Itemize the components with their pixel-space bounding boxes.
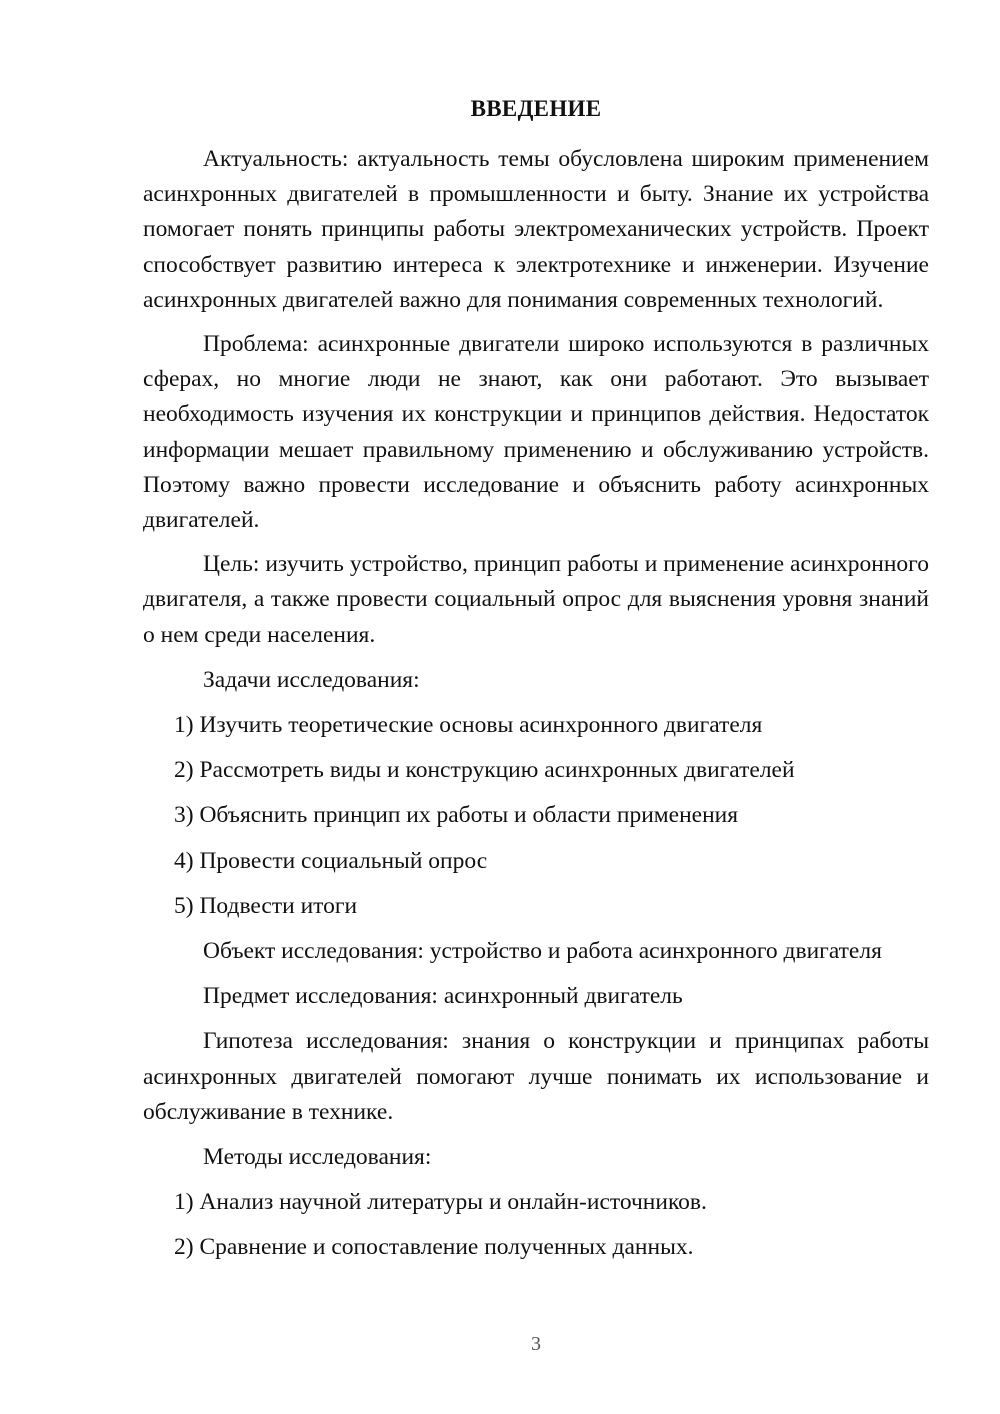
page-number: 3: [531, 1333, 541, 1355]
relevance-paragraph: Актуальность: актуальность темы обусловлена широким применением асинхронных двигателей в промышленности и быту. Знание их устройства помогает понять принципы работы электромеханических устройств. Проект способствует развитию интереса к электротехнике и инженерии. Изучение асинхронных двигателей важно для понимания современных технологий.: [143, 146, 929, 313]
hypothesis-paragraph: Гипотеза исследования: знания о конструкции и принципах работы асинхронных двигателей помогают лучше понимать их использование и обслуживание в технике.: [143, 1028, 929, 1125]
task-item: 4) Провести социальный опрос: [174, 847, 488, 874]
task-item: 3) Объяснить принцип их работы и области применения: [174, 802, 739, 829]
object-line: Объект исследования: устройство и работа асинхронного двигателя: [203, 938, 882, 965]
task-item: 2) Рассмотреть виды и конструкцию асинхронных двигателей: [174, 757, 795, 784]
subject-line: Предмет исследования: асинхронный двигатель: [203, 983, 683, 1010]
task-item: 5) Подвести итоги: [174, 892, 358, 919]
task-item: 1) Изучить теоретические основы асинхронного двигателя: [174, 712, 763, 739]
method-item: 1) Анализ научной литературы и онлайн-источников.: [174, 1189, 707, 1216]
intro-body: [143, 142, 929, 1266]
methods-title: Методы исследования:: [203, 1144, 432, 1171]
method-item: 2) Сравнение и сопоставление полученных данных.: [174, 1234, 694, 1261]
problem-paragraph: Проблема: асинхронные двигатели широко используются в различных сферах, но многие люди не знают, как они работают. Это вызывает необходимость изучения их конструкции и принципов действия. Недостаток информации мешает правильному применению и обслуживанию устройств. Поэтому важно провести исследование и объяснить работу асинхронных двигателей.: [143, 331, 929, 534]
goal-paragraph: Цель: изучить устройство, принцип работы и применение асинхронного двигателя, а также провести социальный опрос для выяснения уровня знаний о нем среди населения.: [143, 551, 929, 648]
section-heading: ВВЕДЕНИЕ: [470, 96, 602, 121]
tasks-title: Задачи исследования:: [203, 666, 420, 693]
